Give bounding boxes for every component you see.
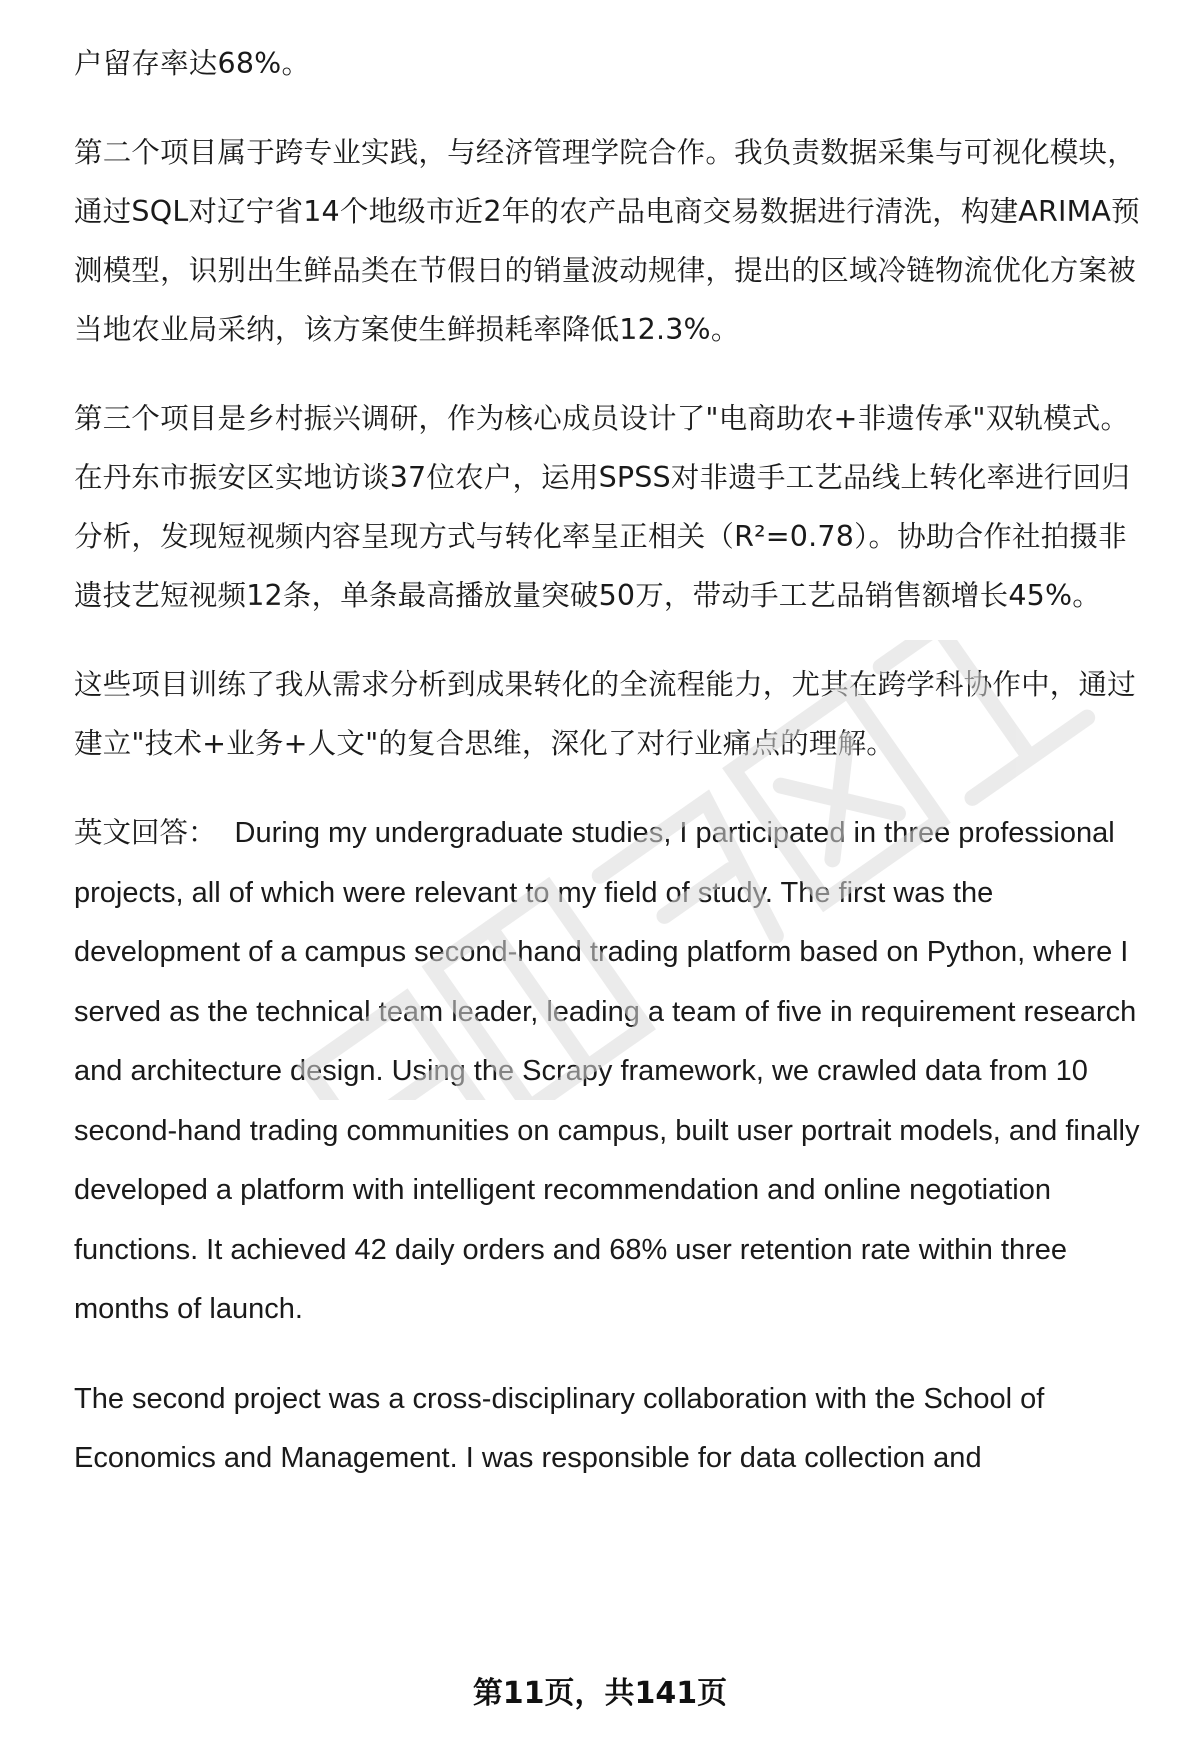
paragraph-summary-cn: 这些项目训练了我从需求分析到成果转化的全流程能力，尤其在跨学科协作中，通过建立"技术+业务+人文"的复合思维，深化了对行业痛点的理解。 [74, 668, 1136, 760]
paragraph-english-answer-2: The second project was a cross-disciplinary collaboration with the School of Economics and Management. I was responsible for data collection and [74, 1382, 1045, 1474]
page-number-footer: 第11页，共141页 [472, 1676, 728, 1711]
paragraph-second-project-cn: 第二个项目属于跨专业实践，与经济管理学院合作。我负责数据采集与可视化模块，通过SQL对辽宁省14个地级市近2年的农产品电商交易数据进行清洗，构建ARIMA预测模型，识别出生鲜品类在节假日的销量波动规律，提出的区域冷链物流优化方案被当地农业局采纳，该方案使生鲜损耗率降低12.3%。 [74, 136, 1140, 346]
english-answer-label: 英文回答： [74, 816, 217, 849]
paragraph-third-project-cn: 第三个项目是乡村振兴调研，作为核心成员设计了"电商助农+非遗传承"双轨模式。在丹东市振安区实地访谈37位农户，运用SPSS对非遗手工艺品线上转化率进行回归分析，发现短视频内容呈现方式与转化率呈正相关（R²=0.78）。协助合作社拍摄非遗技艺短视频12条，单条最高播放量突破50万，带动手工艺品销售额增长45%。 [74, 402, 1131, 612]
paragraph-retention-end: 户留存率达68%。 [74, 47, 311, 80]
english-answer-text-1: During my undergraduate studies, I participated in three professional projects, all of which were relevant to my field of study. The first was the development of a campus second-hand trading platform based on Python, where I served as the technical team leader, leading a team of five in requirement research and architecture design. Using the Scrapy framework, we crawled data from 10 second-hand trading communities on campus, built user portrait models, and finally developed a platform with intelligent recommendation and online negotiation functions. It achieved 42 daily orders and 68% user retention rate within three months of launch. [74, 817, 1140, 1325]
paragraph-english-answer-1 [74, 803, 1152, 1340]
